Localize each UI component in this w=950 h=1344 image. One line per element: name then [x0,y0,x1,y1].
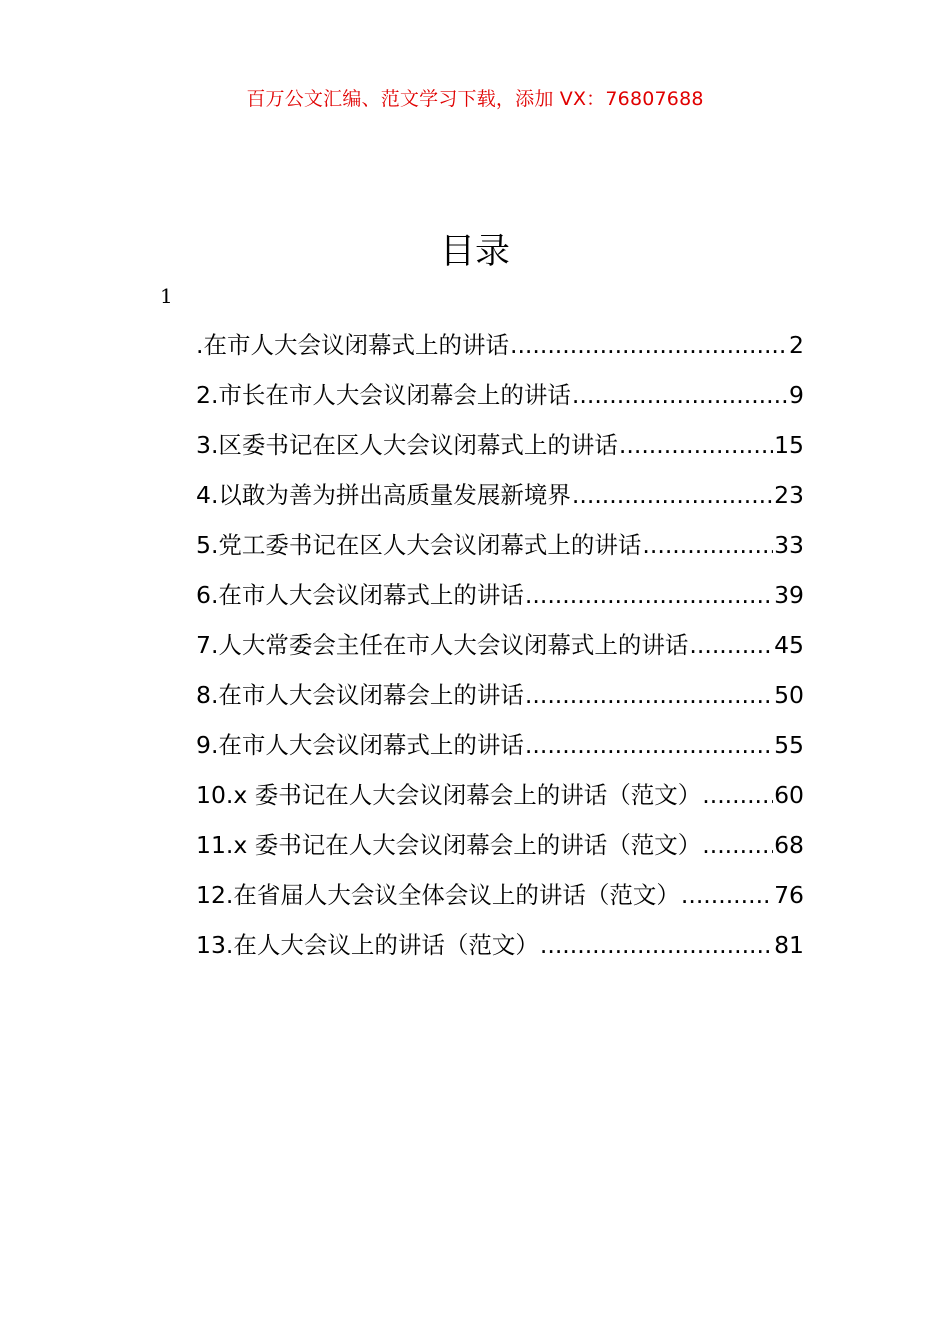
toc-leader-dots [619,426,773,464]
toc-entry-page: 23 [774,481,804,509]
toc-entry-10[interactable] [196,776,804,826]
toc-entry-text: 6.在市人大会议闭幕式上的讲话 [196,581,524,609]
toc-entry-text: 3.区委书记在区人大会议闭幕式上的讲话 [196,431,618,459]
toc-entry-3[interactable] [196,426,804,476]
toc-leader-dots [702,776,773,814]
toc-entry-text: 9.在市人大会议闭幕式上的讲话 [196,731,524,759]
toc-entry-page: 39 [774,581,804,609]
toc-entry-text: 8.在市人大会议闭幕会上的讲话 [196,681,524,709]
toc-leader-dots [572,376,788,414]
toc-leader-dots [572,476,773,514]
toc-entry-page: 45 [774,631,804,659]
toc-entry-9[interactable] [196,726,804,776]
toc-leader-dots [642,526,773,564]
toc-entry-text: 7.人大常委会主任在市人大会议闭幕式上的讲话 [196,631,689,659]
toc-leader-dots [689,626,773,664]
toc-leader-dots [540,926,773,964]
toc-entry-text: 10.x 委书记在人大会议闭幕会上的讲话（范文） [196,781,702,809]
toc-leader-dots [510,326,788,364]
toc-entry-7[interactable] [196,626,804,676]
toc-entry-page: 81 [774,931,804,959]
toc-entry-1[interactable] [196,326,804,376]
toc-entry-page: 60 [774,781,804,809]
toc-entry-text: 13.在人大会议上的讲话（范文） [196,931,539,959]
toc-entry-page: 50 [774,681,804,709]
toc-leader-dots [525,576,773,614]
toc-title: 目录 [439,232,510,272]
toc-entry-text: .在市人大会议闭幕式上的讲话 [196,331,509,359]
toc-leader-dots [702,826,773,864]
toc-entry-6[interactable] [196,576,804,626]
toc-entry-13[interactable] [196,926,804,976]
toc-leader-dots [525,726,773,764]
toc-entry-11[interactable] [196,826,804,876]
toc-entry-text: 2.市长在市人大会议闭幕会上的讲话 [196,381,571,409]
toc-entry-12[interactable] [196,876,804,926]
toc-entry-2[interactable] [196,376,804,426]
toc-entry-text: 11.x 委书记在人大会议闭幕会上的讲话（范文） [196,831,702,859]
toc-entry-page: 76 [774,881,804,909]
toc-entry-page: 68 [774,831,804,859]
toc-entry-page: 15 [774,431,804,459]
toc-leader-dots [525,676,773,714]
page-marker: 1 [160,284,173,308]
toc-entry-page: 9 [789,381,804,409]
watermark-header: 百万公文汇编、范文学习下载，添加 VX：76807688 [246,88,704,110]
toc-entry-page: 2 [789,331,804,359]
toc-entry-4[interactable] [196,476,804,526]
toc-entry-5[interactable] [196,526,804,576]
toc-entry-text: 12.在省届人大会议全体会议上的讲话（范文） [196,881,680,909]
toc-list [196,326,804,976]
toc-entry-text: 4.以敢为善为拼出高质量发展新境界 [196,481,571,509]
toc-entry-8[interactable] [196,676,804,726]
toc-entry-page: 33 [774,531,804,559]
toc-entry-text: 5.党工委书记在区人大会议闭幕式上的讲话 [196,531,642,559]
toc-leader-dots [681,876,773,914]
toc-entry-page: 55 [774,731,804,759]
